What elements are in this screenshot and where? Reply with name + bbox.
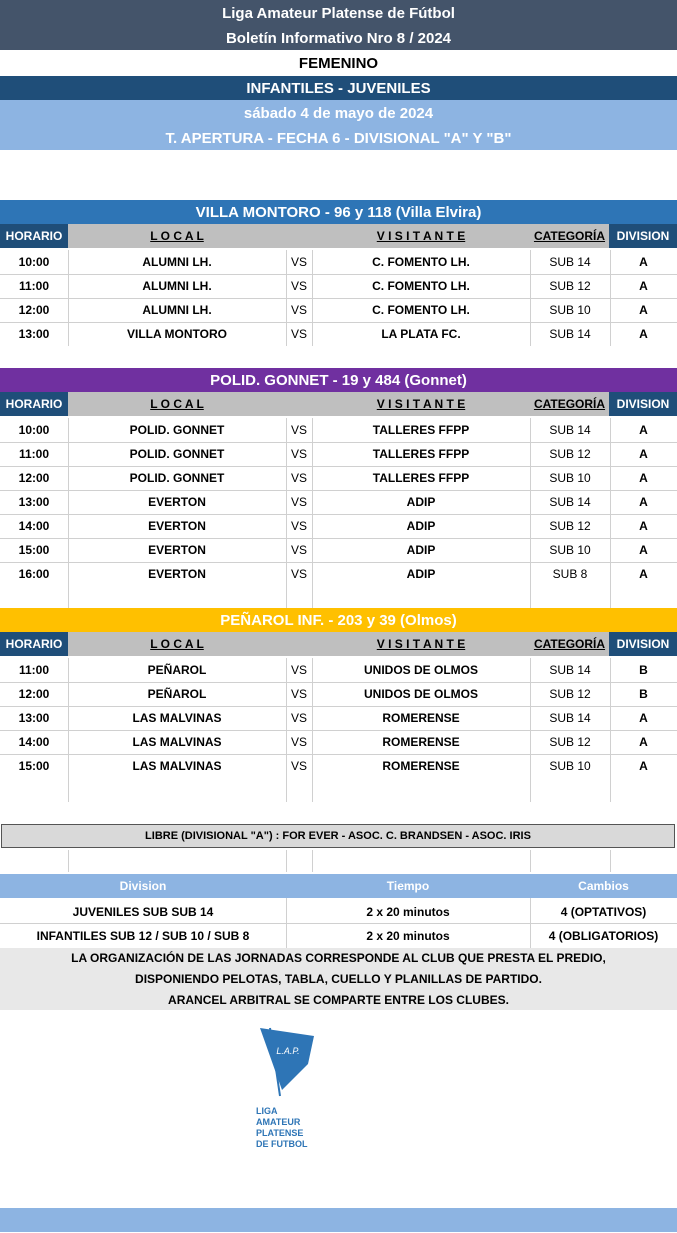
match-visitor: UNIDOS DE OLMOS xyxy=(363,663,478,677)
match-vs: VS xyxy=(290,279,307,293)
match-row xyxy=(0,730,677,754)
column-header xyxy=(0,392,677,416)
logo-line: DE FUTBOL xyxy=(256,1139,308,1149)
match-category: SUB 12 xyxy=(549,519,591,533)
match-category: SUB 14 xyxy=(549,495,591,509)
match-division: A xyxy=(639,423,648,437)
col-visitante: V I S I T A N T E xyxy=(376,229,466,243)
organization-notes xyxy=(0,948,677,1010)
match-vs: VS xyxy=(290,543,307,557)
col-categoria: CATEGORÍA xyxy=(533,397,606,411)
match-time: 14:00 xyxy=(18,519,50,533)
column-header xyxy=(0,632,677,656)
match-time: 16:00 xyxy=(18,567,50,581)
match-visitor: UNIDOS DE OLMOS xyxy=(363,687,478,701)
summary-cambios: 4 (OPTATIVOS) xyxy=(560,905,647,919)
match-local: LAS MALVINAS xyxy=(132,711,222,725)
col-local: L O C A L xyxy=(150,229,204,243)
match-vs: VS xyxy=(290,423,307,437)
col-local: L O C A L xyxy=(150,397,204,411)
match-visitor: TALLERES FFPP xyxy=(372,471,470,485)
match-visitor: ROMERENSE xyxy=(382,735,460,749)
match-category: SUB 12 xyxy=(549,279,591,293)
match-vs: VS xyxy=(290,663,307,677)
match-local: ALUMNI LH. xyxy=(142,279,212,293)
match-division: A xyxy=(639,567,648,581)
match-row xyxy=(0,322,677,346)
match-vs: VS xyxy=(290,327,307,341)
match-local: EVERTON xyxy=(148,495,206,509)
match-category: SUB 10 xyxy=(549,543,591,557)
match-visitor: ADIP xyxy=(406,567,436,581)
match-row xyxy=(0,538,677,562)
col-visitante: V I S I T A N T E xyxy=(376,637,466,651)
summary-division: JUVENILES SUB SUB 14 xyxy=(72,905,214,919)
match-division: A xyxy=(639,495,648,509)
match-time: 11:00 xyxy=(18,447,50,461)
col-middle xyxy=(68,392,609,416)
match-category: SUB 14 xyxy=(549,711,591,725)
match-category: SUB 10 xyxy=(549,303,591,317)
match-visitor: TALLERES FFPP xyxy=(372,423,470,437)
col-visitante: V I S I T A N T E xyxy=(376,397,466,411)
summary-tiempo: 2 x 20 minutos xyxy=(366,905,450,919)
match-division: A xyxy=(639,255,648,269)
branch-title: FEMENINO xyxy=(0,50,677,76)
summary-row xyxy=(0,924,677,948)
lap-logo xyxy=(250,1026,340,1150)
match-division: A xyxy=(639,543,648,557)
match-vs: VS xyxy=(290,711,307,725)
col-horario: HORARIO xyxy=(0,224,68,248)
match-vs: VS xyxy=(290,735,307,749)
header-line1: Liga Amateur Platense de Fútbol xyxy=(0,0,677,26)
flag-shape xyxy=(260,1028,314,1090)
match-vs: VS xyxy=(290,303,307,317)
match-local: PEÑAROL xyxy=(147,687,207,701)
venue-title: POLID. GONNET - 19 y 484 (Gonnet) xyxy=(0,368,677,392)
match-division: A xyxy=(639,327,648,341)
col-division: DIVISION xyxy=(609,224,677,248)
match-local: LAS MALVINAS xyxy=(132,735,222,749)
match-time: 15:00 xyxy=(18,543,50,557)
match-category: SUB 14 xyxy=(549,663,591,677)
header-line2: Boletín Informativo Nro 8 / 2024 xyxy=(0,26,677,50)
match-row xyxy=(0,274,677,298)
match-row xyxy=(0,658,677,682)
note-line: ARANCEL ARBITRAL SE COMPARTE ENTRE LOS CLUBES. xyxy=(168,993,509,1007)
match-visitor: ADIP xyxy=(406,519,436,533)
footer-band xyxy=(0,1208,677,1232)
logo-line: AMATEUR xyxy=(256,1117,301,1127)
col-categoria: CATEGORÍA xyxy=(533,637,606,651)
match-time: 10:00 xyxy=(18,255,50,269)
match-vs: VS xyxy=(290,495,307,509)
match-visitor: ROMERENSE xyxy=(382,759,460,773)
match-row xyxy=(0,682,677,706)
logo-line: PLATENSE xyxy=(256,1128,304,1138)
match-time: 10:00 xyxy=(18,423,50,437)
match-row xyxy=(0,490,677,514)
match-division: A xyxy=(639,711,648,725)
match-category: SUB 14 xyxy=(549,255,591,269)
summary-cambios: 4 (OBLIGATORIOS) xyxy=(548,929,659,943)
match-time: 15:00 xyxy=(18,759,50,773)
match-division: A xyxy=(639,303,648,317)
summary-division: INFANTILES SUB 12 / SUB 10 / SUB 8 xyxy=(36,929,250,943)
col-middle xyxy=(68,224,609,248)
match-category: SUB 10 xyxy=(549,471,591,485)
col-categoria: CATEGORÍA xyxy=(533,229,606,243)
match-row xyxy=(0,298,677,322)
summary-row xyxy=(0,900,677,924)
summary-header-tiempo: Tiempo xyxy=(386,879,430,893)
match-row xyxy=(0,562,677,586)
match-visitor: C. FOMENTO LH. xyxy=(372,303,470,317)
logo-line: LIGA xyxy=(256,1106,278,1116)
match-row xyxy=(0,706,677,730)
match-vs: VS xyxy=(290,519,307,533)
match-category: SUB 8 xyxy=(552,567,588,581)
match-time: 14:00 xyxy=(18,735,50,749)
summary-tiempo: 2 x 20 minutos xyxy=(366,929,450,943)
match-local: POLID. GONNET xyxy=(129,423,225,437)
match-time: 13:00 xyxy=(18,495,50,509)
date-title: sábado 4 de mayo de 2024 xyxy=(0,100,677,126)
libre-notice: LIBRE (DIVISIONAL "A") : FOR EVER - ASOC. C. BRANDSEN - ASOC. IRIS xyxy=(1,824,675,848)
match-visitor: TALLERES FFPP xyxy=(372,447,470,461)
match-division: A xyxy=(639,735,648,749)
match-local: VILLA MONTORO xyxy=(127,327,227,341)
match-vs: VS xyxy=(290,255,307,269)
match-visitor: ROMERENSE xyxy=(382,711,460,725)
column-header xyxy=(0,224,677,248)
match-time: 12:00 xyxy=(18,471,50,485)
match-category: SUB 10 xyxy=(549,759,591,773)
match-row xyxy=(0,442,677,466)
match-time: 13:00 xyxy=(18,711,50,725)
match-category: SUB 14 xyxy=(549,423,591,437)
match-row xyxy=(0,466,677,490)
match-local: PEÑAROL xyxy=(147,663,207,677)
venue-title: VILLA MONTORO - 96 y 118 (Villa Elvira) xyxy=(0,200,677,224)
match-local: POLID. GONNET xyxy=(129,471,225,485)
category-title: INFANTILES - JUVENILES xyxy=(0,76,677,100)
match-division: A xyxy=(639,279,648,293)
match-division: B xyxy=(639,663,648,677)
venue-title: PEÑAROL INF. - 203 y 39 (Olmos) xyxy=(0,608,677,632)
match-division: A xyxy=(639,759,648,773)
col-division: DIVISION xyxy=(609,632,677,656)
flag-text: L.A.P. xyxy=(276,1046,300,1056)
match-category: SUB 12 xyxy=(549,687,591,701)
summary-header-cambios: Cambios xyxy=(578,879,629,893)
match-vs: VS xyxy=(290,687,307,701)
match-local: ALUMNI LH. xyxy=(142,303,212,317)
match-local: EVERTON xyxy=(148,519,206,533)
col-local: L O C A L xyxy=(150,637,204,651)
match-visitor: ADIP xyxy=(406,543,436,557)
match-row xyxy=(0,418,677,442)
match-division: A xyxy=(639,447,648,461)
match-division: B xyxy=(639,687,648,701)
match-row xyxy=(0,514,677,538)
match-category: SUB 12 xyxy=(549,447,591,461)
match-time: 11:00 xyxy=(18,663,50,677)
col-horario: HORARIO xyxy=(0,392,68,416)
match-category: SUB 12 xyxy=(549,735,591,749)
match-row xyxy=(0,754,677,778)
match-category: SUB 14 xyxy=(549,327,591,341)
match-time: 11:00 xyxy=(18,279,50,293)
match-visitor: C. FOMENTO LH. xyxy=(372,255,470,269)
note-line: LA ORGANIZACIÓN DE LAS JORNADAS CORRESPONDE AL CLUB QUE PRESTA EL PREDIO, xyxy=(71,951,606,965)
match-local: EVERTON xyxy=(148,543,206,557)
match-visitor: LA PLATA FC. xyxy=(381,327,461,341)
summary-header-division: Division xyxy=(119,879,167,893)
match-local: ALUMNI LH. xyxy=(142,255,212,269)
match-time: 12:00 xyxy=(18,687,50,701)
match-time: 13:00 xyxy=(18,327,50,341)
col-middle xyxy=(68,632,609,656)
match-local: EVERTON xyxy=(148,567,206,581)
match-row xyxy=(0,250,677,274)
note-line: DISPONIENDO PELOTAS, TABLA, CUELLO Y PLANILLAS DE PARTIDO. xyxy=(135,972,542,986)
match-visitor: ADIP xyxy=(406,495,436,509)
summary-header xyxy=(0,874,677,898)
col-horario: HORARIO xyxy=(0,632,68,656)
match-vs: VS xyxy=(290,447,307,461)
match-vs: VS xyxy=(290,759,307,773)
match-vs: VS xyxy=(290,471,307,485)
match-time: 12:00 xyxy=(18,303,50,317)
match-local: POLID. GONNET xyxy=(129,447,225,461)
match-vs: VS xyxy=(290,567,307,581)
match-local: LAS MALVINAS xyxy=(132,759,222,773)
match-visitor: C. FOMENTO LH. xyxy=(372,279,470,293)
tournament-title: T. APERTURA - FECHA 6 - DIVISIONAL "A" Y "B" xyxy=(0,126,677,150)
match-division: A xyxy=(639,519,648,533)
match-division: A xyxy=(639,471,648,485)
col-division: DIVISION xyxy=(609,392,677,416)
